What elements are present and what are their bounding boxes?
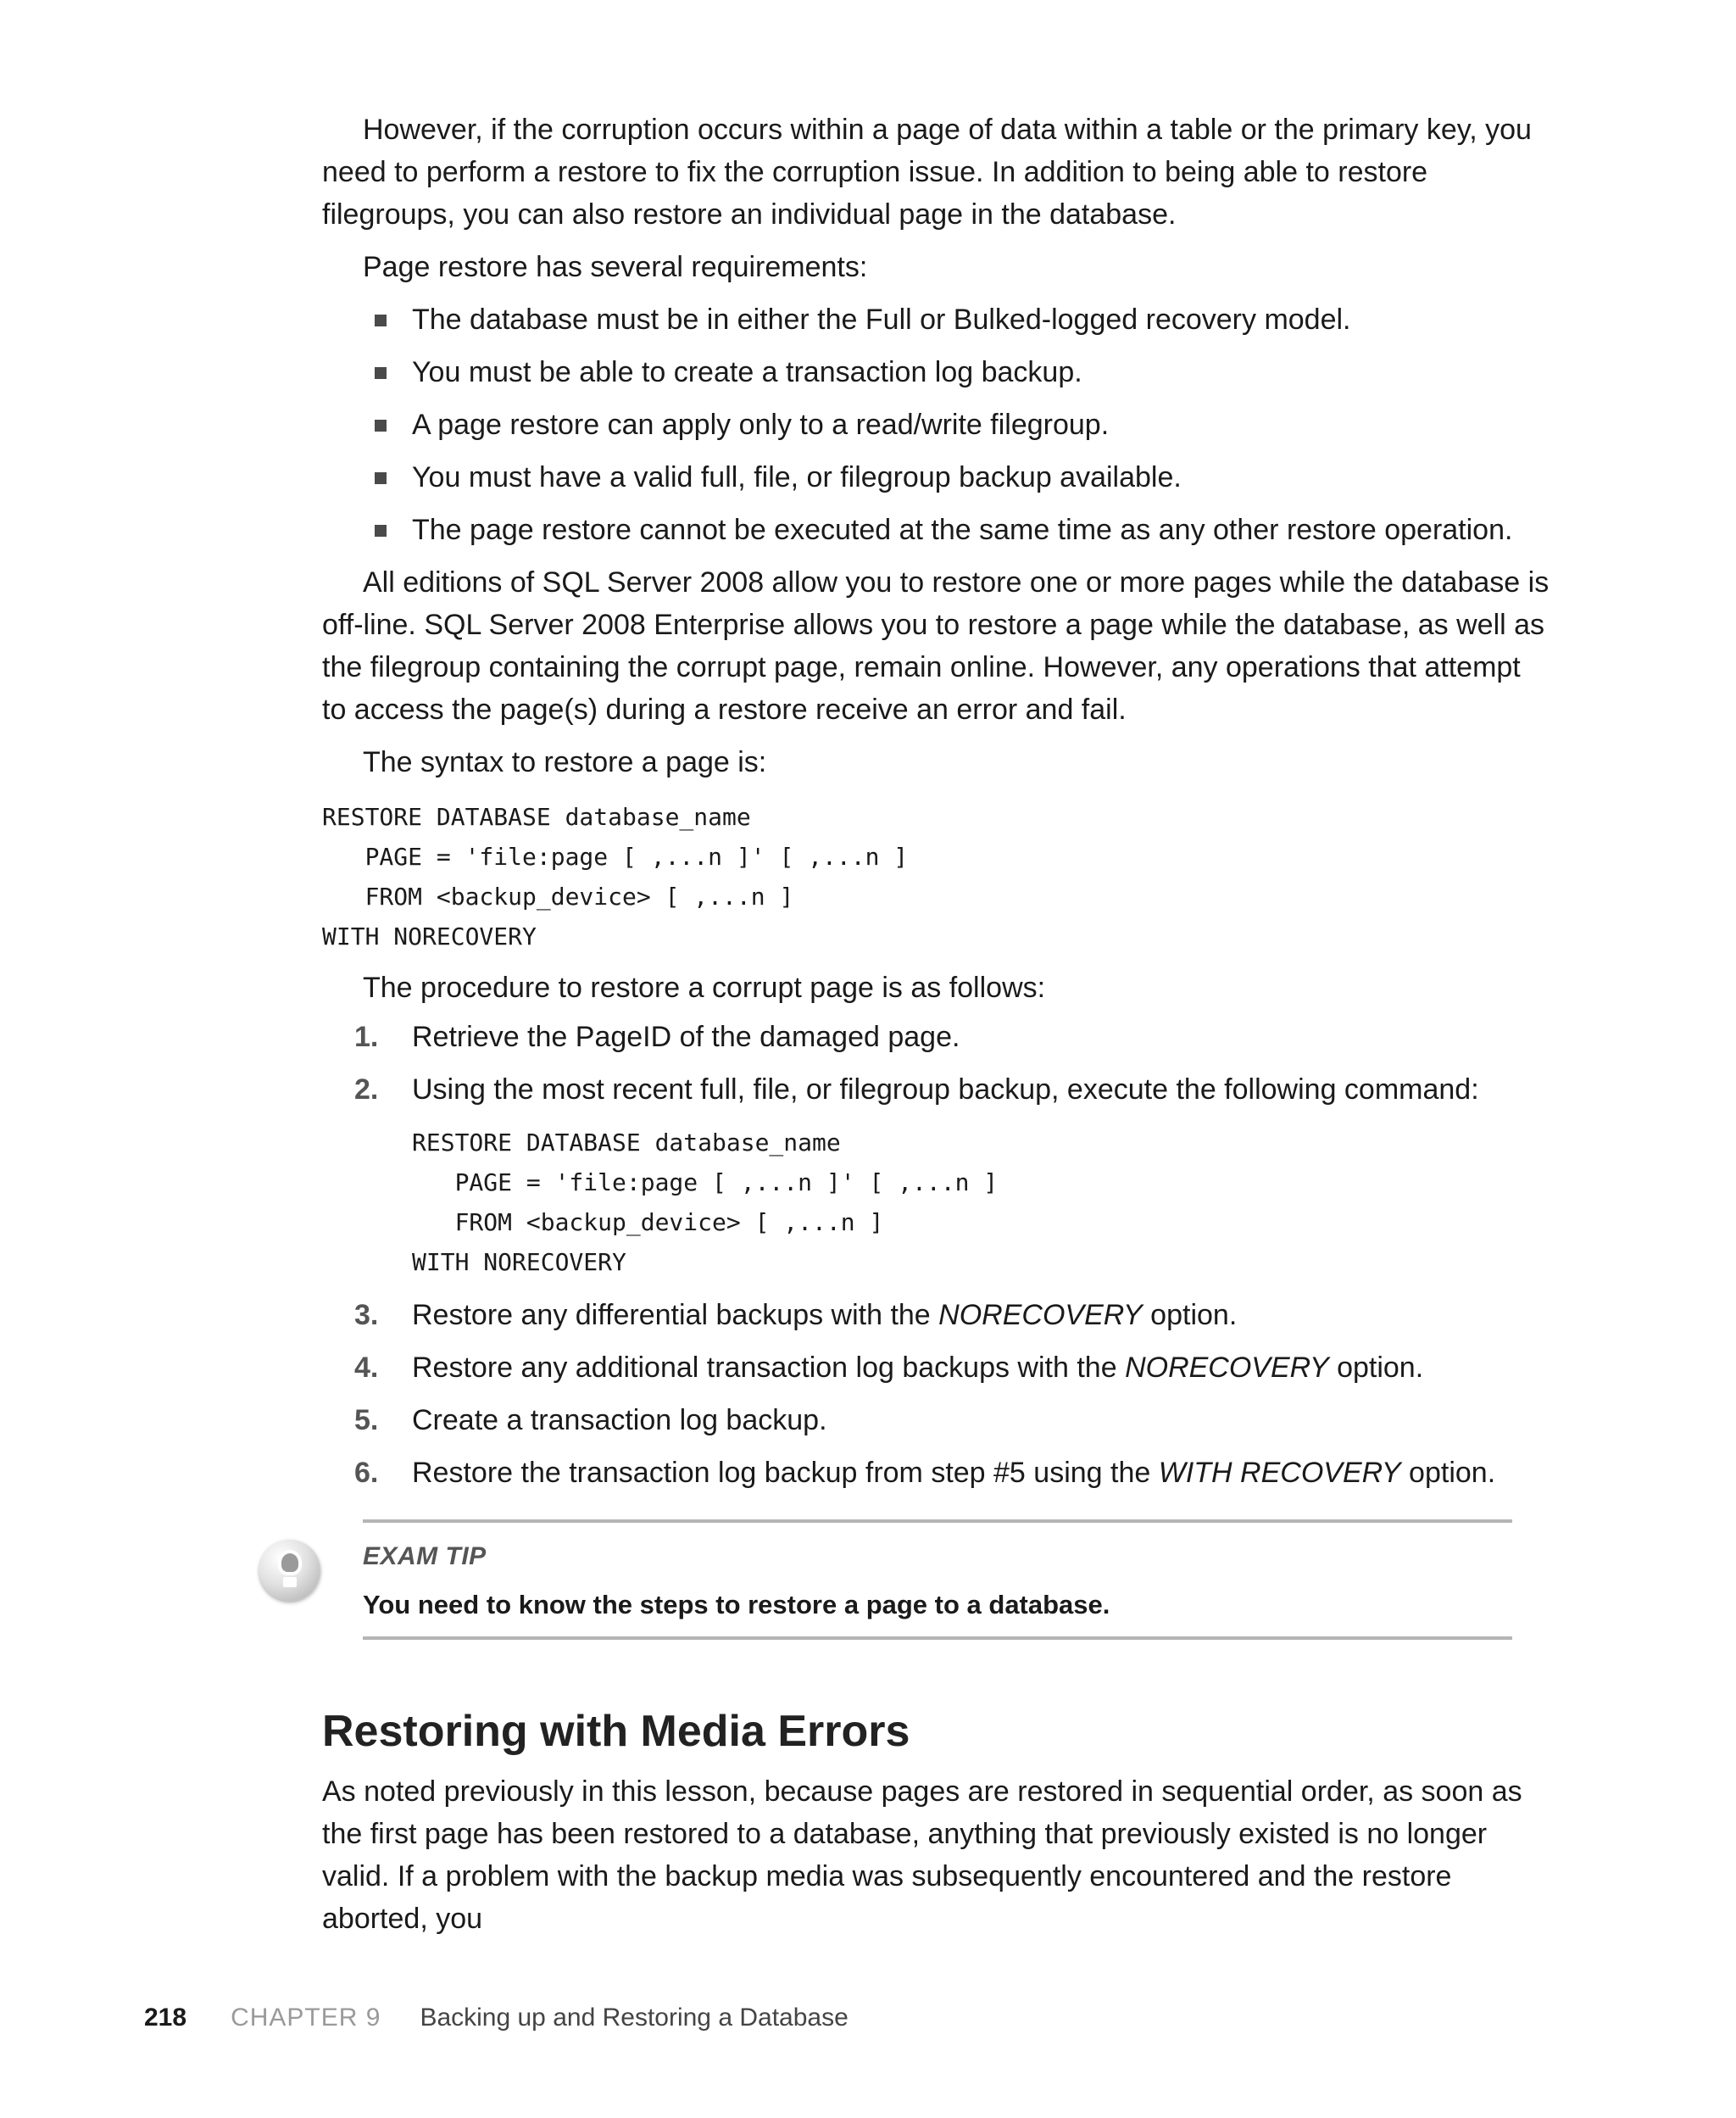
bullet-square-icon — [375, 420, 387, 432]
list-item: 4. Restore any additional transaction log backups with the NORECOVERY option. — [322, 1346, 1551, 1389]
paragraph-intro: However, if the corruption occurs within a page of data within a table or the primary key, you need to perform a restore to fix the corruption issue. In addition to being able to restore filegroups, you can also restore an individual page in the database. — [322, 114, 1532, 231]
step-number: 3. — [354, 1299, 379, 1331]
page-content — [322, 109, 1551, 1940]
chapter-label: CHAPTER 9 — [231, 2004, 381, 2032]
paragraph-media-errors: As noted previously in this lesson, because pages are restored in sequential order, as soon as the first page has been restored to a database, anything that previously existed is no longer valid. If a problem with the backup media was subsequently encountered and the restore aborted, you — [322, 1775, 1522, 1935]
paragraph-requirements-intro: Page restore has several requirements: — [363, 251, 868, 283]
paragraph-syntax-intro: The syntax to restore a page is: — [363, 746, 767, 778]
list-item: 6. Restore the transaction log backup from step #5 using the WITH RECOVERY option. — [322, 1452, 1551, 1494]
paragraph-procedure-intro: The procedure to restore a corrupt page is as follows: — [363, 972, 1046, 1004]
paragraph-editions: All editions of SQL Server 2008 allow you to restore one or more pages while the database is off-line. SQL Server 2008 Enterprise allows you to restore a page while the database, as well as the filegroup containing the corrupt page, remain online. However, any operations that attempt to access the page(s) during a restore receive an error and fail. — [322, 566, 1550, 726]
page-footer — [144, 2001, 849, 2035]
list-item: 1. Retrieve the PageID of the damaged page. — [322, 1016, 1551, 1058]
step-number: 4. — [354, 1352, 379, 1384]
lightbulb-icon — [259, 1540, 320, 1601]
bullet-square-icon — [375, 367, 387, 379]
list-item: 3. Restore any differential backups with the NORECOVERY option. — [322, 1294, 1551, 1336]
exam-tip-title: EXAM TIP — [363, 1542, 487, 1570]
step-number: 5. — [354, 1404, 379, 1436]
requirements-list — [322, 298, 1551, 551]
list-item: 5. Create a transaction log backup. — [322, 1399, 1551, 1441]
step-number: 6. — [354, 1457, 379, 1489]
exam-tip-box — [363, 1519, 1512, 1640]
list-item: You must have a valid full, file, or filegroup backup available. — [322, 456, 1551, 499]
list-item: The database must be in either the Full or Bulked-logged recovery model. — [322, 298, 1551, 341]
list-item: The page restore cannot be executed at the same time as any other restore operation. — [322, 509, 1551, 551]
list-item: You must be able to create a transaction log backup. — [322, 351, 1551, 393]
list-item: 2. Using the most recent full, file, or filegroup backup, execute the following command: — [322, 1068, 1551, 1111]
bullet-square-icon — [375, 525, 387, 537]
step-number: 2. — [354, 1073, 379, 1106]
bullet-square-icon — [375, 315, 387, 326]
step-number: 1. — [354, 1021, 379, 1053]
page-number: 218 — [144, 2004, 187, 2032]
procedure-steps — [322, 1016, 1551, 1111]
code-block-command: RESTORE DATABASE database_name PAGE = 'file:page [ ,...n ]' [ ,...n ] FROM <backup_device> [ ,...n ] WITH NORECOVERY — [412, 1129, 999, 1276]
list-item: A page restore can apply only to a read/write filegroup. — [322, 404, 1551, 446]
code-block-syntax: RESTORE DATABASE database_name PAGE = 'file:page [ ,...n ]' [ ,...n ] FROM <backup_device> [ ,...n ] WITH NORECOVERY — [322, 803, 909, 950]
chapter-title: Backing up and Restoring a Database — [420, 2004, 849, 2032]
procedure-steps-continued — [322, 1294, 1551, 1494]
exam-tip-text: You need to know the steps to restore a page to a database. — [363, 1590, 1110, 1619]
section-heading: Restoring with Media Errors — [322, 1707, 910, 1756]
bullet-square-icon — [375, 472, 387, 484]
